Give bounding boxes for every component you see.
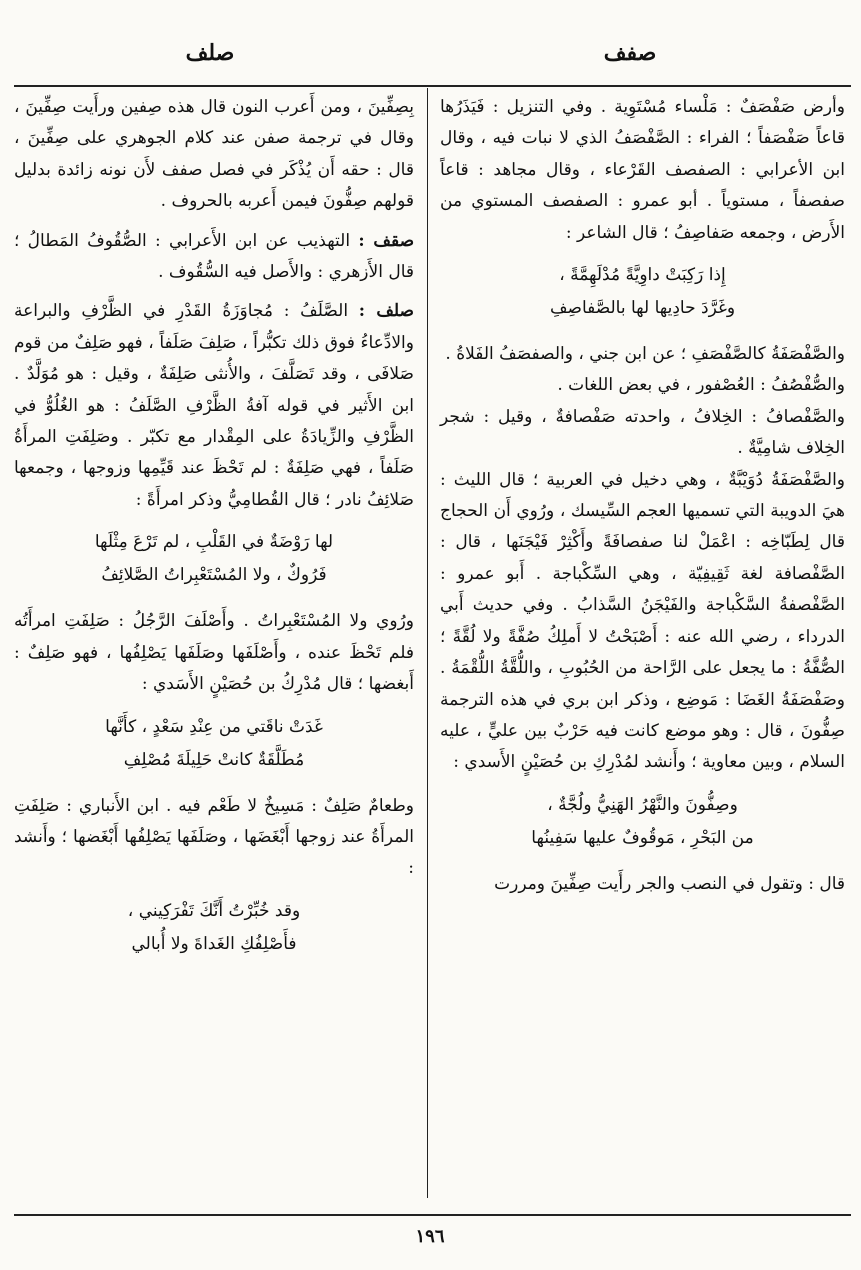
- headword: صلف :: [358, 301, 414, 322]
- left-column: [14, 92, 414, 975]
- paragraph: قال : وتقول في النصب والجر رأَيت صِفِّينَ ومررت: [494, 873, 845, 894]
- paragraph: بِصِفِّينَ ، ومن أَعرب النون قال هذه صِفين ورأَيت صِفِّينَ ، وقال في ترجمة صفن عند كلام الجوهري على صِفِّينَ ، قال : حقه أَن يُذْكَر في فصل صفف لأَن نونه زائدة بدليل قولهم صِفُّونَ فيمن أَعربه بالحروف .: [14, 97, 414, 212]
- running-header-left: صلف: [185, 40, 235, 66]
- bottom-rule: [14, 1214, 851, 1216]
- paragraph: والصَّفْصَفَةُ كالصَّفْصَفِ ؛ عن ابن جني ، والصفصَفُ الفَلاةُ .: [445, 344, 845, 365]
- top-rule: [14, 85, 851, 87]
- verse: [14, 711, 414, 777]
- right-column: [440, 92, 845, 900]
- verse: [14, 526, 414, 592]
- verse-line: وقد خُبِّرْتُ أَنَّكَ تَفْرَكِيني ،: [127, 900, 301, 921]
- verse: [14, 895, 414, 961]
- running-header-right: صفف: [603, 40, 657, 66]
- entry-salf: [14, 296, 414, 516]
- verse-line: وغَرَّدَ حادِيها لها بالصَّفاصِفِ: [549, 298, 736, 319]
- verse-line: إِذا رَكِبَتْ داوِيَّةً مُدْلَهِمَّةً ،: [559, 265, 726, 286]
- paragraph: وطعامٌ صَلِفٌ : مَسِيخٌ لا طَعْم فيه . ابن الأَنباري : صَلِفَتِ المرأَةُ عند زوجها أَبْغَضَها ، وصَلَفَها يَصْلِفُها أَبْغَضها ؛ وأَنشد :: [14, 795, 414, 879]
- verse: [440, 789, 845, 855]
- paragraph: والصَّفْصَفَةُ دُوَيْبَّةٌ ، وهي دخيل في العربية ؛ قال الليث : هيَ الدويبة التي تسميها العجم السِّيسك ، ورُوي أَن الحجاج قال لِطَبّاخِه : اعْمَلْ لنا صفصافَةً وأَكْثِرْ فَيْجَنَها ، قال : الصَّفْصافة لغة ثَقِيفِيّة ، وهي السِّكْباجة . أَبو عمرو : الصَّفْصفةُ السَّكْباجة والفَيْجَنُ السَّذابُ . وفي حديث أَبي الدرداء ، رضي الله عنه : أَصْبَحْتُ لا أَملِكُ صُفَّةً ولا لُقَّةً ؛ الصُّفَّةُ : ما يجعل على الرَّاحة من الحُبُوبِ ، واللُّقَّةُ اللُّقْمَةُ . وصَفْصَفَةُ الغَضَا : مَوضِع ، وذكر ابن بري في هذه الترجمة صِفُّونَ ، قال : وهو موضع كانت فيه حَرْبٌ بين عليٍّ ، عليه السلام ، وبين معاوية ؛ وأَنشد لمُدْرِكِ بن حُصَيْنٍ الأَسدي :: [440, 469, 846, 773]
- verse-line: فَرُوكٌ ، ولا المُسْتَعْبِراتُ الصَّلائِفُ: [101, 565, 327, 586]
- page-number: ١٩٦: [415, 1226, 445, 1247]
- verse-line: فأَصْلِفُكِ الغَداةَ ولا أُبالي: [131, 933, 297, 954]
- verse-line: مُطَلَّقَةٌ كانتْ حَلِيلَةَ مُصْلِفِ: [123, 749, 305, 770]
- paragraph: ورُوي ولا المُسْتَعْبِراتُ . وأَصْلَفَ الرَّجُلُ : صَلِفَتِ امرأَتُه فلم تَحْظَ عنده ، وأَصْلَفَها وصَلَفَها يَصْلِفُها ، فهو صَلِفٌ : أَبغضها ؛ قال مُدْرِكُ بن حُصَيْنٍ الأَسَدي :: [14, 611, 414, 695]
- verse-line: وصِفُّونَ والنَّهْرُ الهَنِيُّ ولُجَّةٌ ،: [547, 794, 738, 815]
- column-separator: [427, 88, 428, 1198]
- verse-line: لها رَوْضَةٌ في القَلْبِ ، لم تَرْعَ مِثْلَها: [94, 532, 334, 553]
- verse-line: غَدَتْ ناقَتي من عِنْدِ سَعْدٍ ، كأَنَّها: [105, 716, 323, 737]
- paragraph: وأرض صَفْصَفٌ : مَلْساء مُسْتَوِية . وفي التنزيل : فَيَذَرُها قاعاً صَفْصَفاً ؛ الفراء : الصَّفْصَفُ الذي لا نبات فيه ، وقال ابن الأعرابي : الصفصف القَرْعاء ، وقال مجاهد : قاعاً صفصفاً ، مستوياً . أبو عمرو : الصفصف المستوي من الأَرض ، وجمعه صَفاصِفُ ؛ قال الشاعر :: [440, 97, 845, 243]
- entry-text: التهذيب عن ابن الأَعرابي : الصُّقُوفُ المَطالُ ؛ قال الأَزهري : والأَصل فيه السُّقُوف .: [14, 230, 414, 283]
- entry-text: الصَّلَفُ : مُجاوَزَةُ القَدْرِ في الظَّرْفِ والبراعة والادِّعاءُ فوق ذلك تكبُّراً ، صَلِفَ صَلَفاً ، فهو صَلِفٌ من قوم صَلافَى ، وقد تَصَلَّفَ ، والأُنثى صَلِفَةٌ ، وقيل : هو مُوَلَّدٌ . ابن الأَثير في قوله آفةُ الظَّرْفِ الصَّلَفُ : هو الغُلُوُّ في الظَّرْفِ والزِّيادَةُ على المِقْدار مع تكبّر . وصَلِفَتِ المرأَةُ صَلَفاً ، فهي صَلِفَةٌ : لم تَحْظَ عند قَيِّمِها وزوجها ، وجمعها صَلائِفُ نادر ؛ قال القُطامِيُّ وذكر امرأَةً :: [14, 301, 414, 510]
- verse-line: من البَحْرِ ، مَوقُوفٌ عليها سَفِينُها: [531, 827, 754, 848]
- paragraph: والصَّفْصافُ : الخِلافُ ، واحدته صَفْصافةٌ ، وقيل : شجر الخِلاف شامِيَّةٌ .: [440, 406, 845, 459]
- verse: [440, 259, 845, 325]
- entry-suqf: [14, 226, 414, 289]
- paragraph: والصُّفْصُفُ : العُصْفور ، في بعض اللغات .: [557, 375, 845, 396]
- headword: صقف :: [358, 230, 415, 251]
